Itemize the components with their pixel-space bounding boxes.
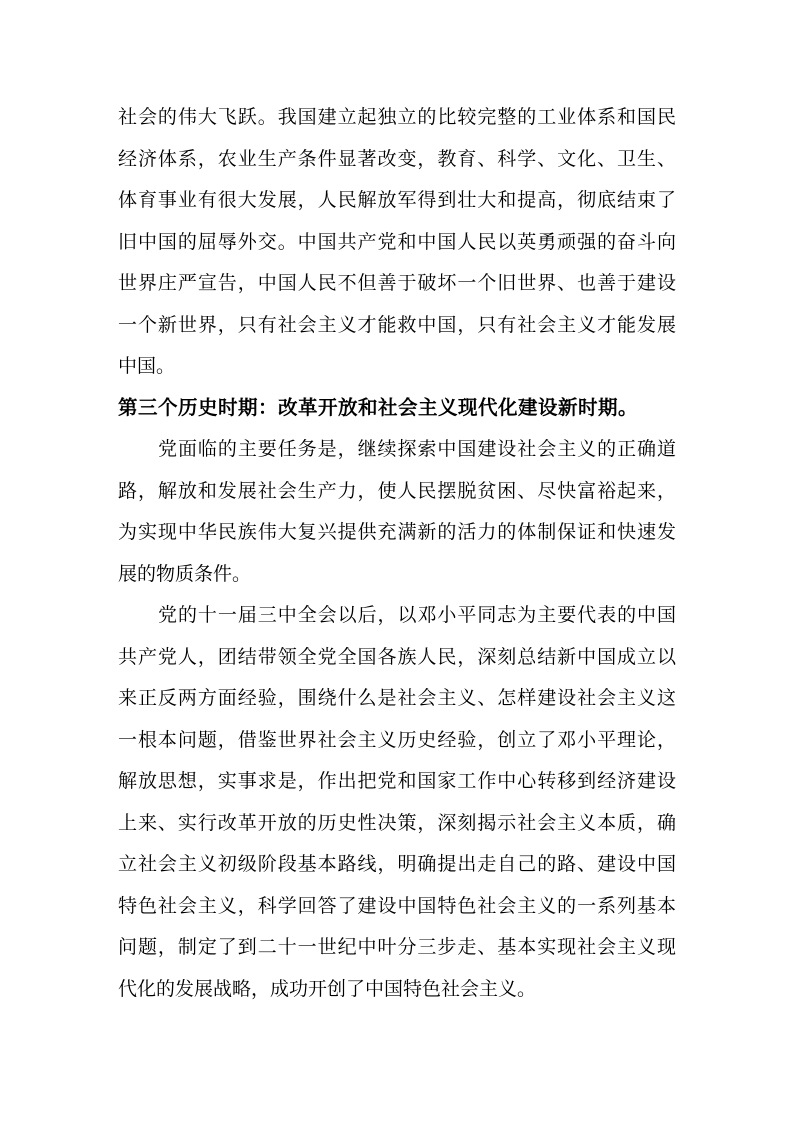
text-line: 党面临的主要任务是，继续探索中国建设社会主义的正确道 xyxy=(158,439,676,460)
text-line: 特色社会主义，科学回答了建设中国特色社会主义的一系列基本 xyxy=(118,895,676,917)
document-body xyxy=(118,97,676,1010)
text-line: 党的十一届三中全会以后，以邓小平同志为主要代表的中国 xyxy=(158,605,676,626)
text-line: 来正反两方面经验，围绕什么是社会主义、怎样建设社会主义这 xyxy=(118,688,676,709)
text-line: 解放思想，实事求是，作出把党和国家工作中心转移到经济建设 xyxy=(118,771,676,792)
text-line: 社会的伟大飞跃。我国建立起独立的比较完整的工业体系和国民 xyxy=(118,107,676,128)
text-line: 一个新世界，只有社会主义才能救中国，只有社会主义才能发展 xyxy=(118,314,676,336)
section-heading: 第三个历史时期：改革开放和社会主义现代化建设新时期。 xyxy=(118,396,639,419)
text-line: 旧中国的屈辱外交。中国共产党和中国人民以英勇顽强的奋斗向 xyxy=(118,231,676,253)
text-line: 中国。 xyxy=(118,356,176,377)
text-line: 世界庄严宣告，中国人民不但善于破坏一个旧世界、也善于建设 xyxy=(118,273,676,294)
text-line: 立社会主义初级阶段基本路线，明确提出走自己的路、建设中国 xyxy=(118,854,676,875)
text-line: 代化的发展战略，成功开创了中国特色社会主义。 xyxy=(118,978,537,1000)
text-line: 为实现中华民族伟大复兴提供充满新的活力的体制保证和快速发 xyxy=(118,522,676,543)
text-line: 共产党人，团结带领全党全国各族人民，深刻总结新中国成立以 xyxy=(118,646,676,668)
text-line: 一根本问题，借鉴世界社会主义历史经验，创立了邓小平理论， xyxy=(118,729,676,751)
text-line: 路，解放和发展社会生产力，使人民摆脱贫困、尽快富裕起来， xyxy=(118,480,676,502)
text-line: 体育事业有很大发展，人民解放军得到壮大和提高，彻底结束了 xyxy=(118,190,676,211)
text-line: 展的物质条件。 xyxy=(118,563,252,585)
text-line: 经济体系，农业生产条件显著改变，教育、科学、文化、卫生、 xyxy=(118,148,676,170)
text-line: 上来、实行改革开放的历史性决策，深刻揭示社会主义本质，确 xyxy=(118,812,676,834)
text-line: 问题，制定了到二十一世纪中叶分三步走、基本实现社会主义现 xyxy=(118,937,676,958)
